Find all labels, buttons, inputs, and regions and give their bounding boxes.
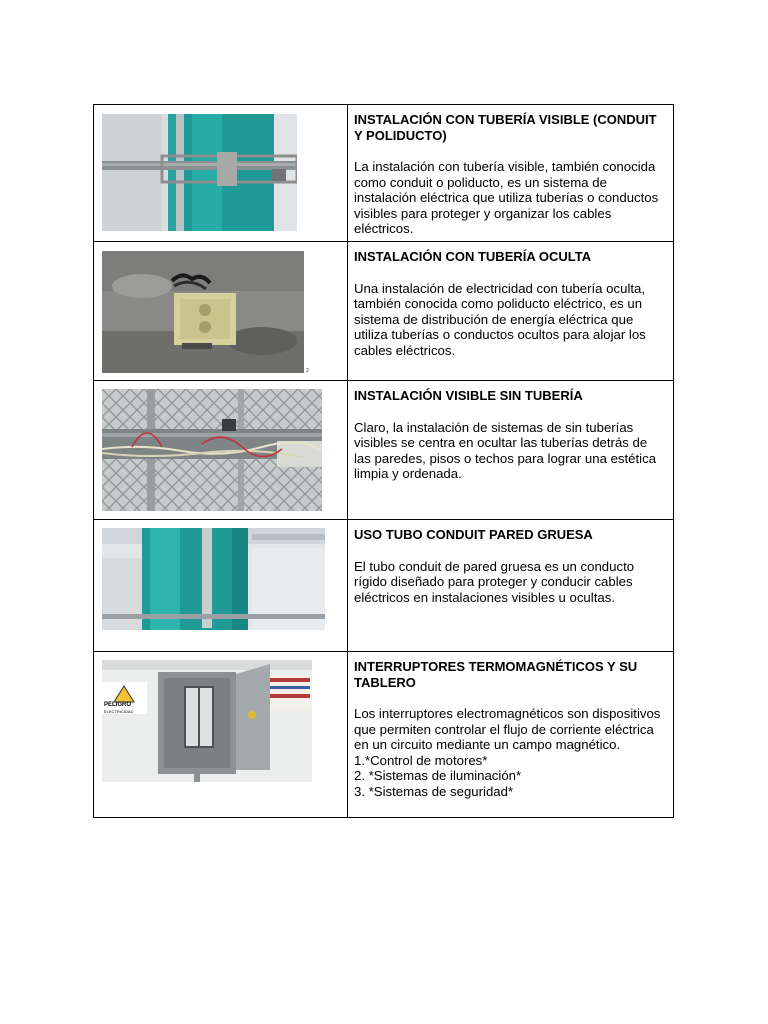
row-body: La instalación con tubería visible, también conocida como conduit o poliducto, es un sistema de instalación eléctrica que utiliza tuberías o conductos visibles para proteger y organizar los cables eléctricos. [354, 159, 659, 236]
table-row [94, 105, 674, 242]
image-cell [94, 105, 348, 242]
photo-outlet-on-floor [102, 251, 304, 373]
photo-wires-on-fence [102, 389, 322, 511]
photo-breaker-panel [102, 660, 312, 782]
text-cell [348, 520, 674, 652]
table-row [94, 381, 674, 520]
row-body: Los interruptores electromagnéticos son dispositivos que permiten controlar el flujo de corriente eléctrica en un circuito mediante un campo magnético. [354, 706, 661, 752]
list-item: 1.*Control de motores* [354, 752, 488, 768]
table-row [94, 242, 674, 381]
document-table [93, 104, 674, 818]
row-title: INSTALACIÓN CON TUBERÍA VISIBLE (CONDUIT Y POLIDUCTO) [354, 112, 657, 143]
image-cell [94, 520, 348, 652]
row-title: INTERRUPTORES TERMOMAGNÉTICOS Y SU TABLERO [354, 659, 638, 690]
photo-thick-conduit [102, 528, 325, 630]
row-body: Una instalación de electricidad con tubería oculta, también conocida como poliducto eléctrico, es un sistema de distribución de energía eléctrica que utiliza tuberías o conductos ocultos para alojar los cables eléctricos. [354, 280, 646, 358]
row-list [354, 753, 667, 800]
row-title: INSTALACIÓN CON TUBERÍA OCULTA [354, 249, 592, 264]
row-body: El tubo conduit de pared gruesa es un conducto rígido diseñado para proteger y conducir cables eléctricos en instalaciones visibles u ocultas. [354, 558, 635, 605]
text-cell [348, 242, 674, 381]
row-title: INSTALACIÓN VISIBLE SIN TUBERÍA [354, 388, 583, 403]
danger-sign-label: PELIGRO [104, 702, 132, 708]
row-body: Claro, la instalación de sistemas de sin tuberías visibles se centra en ocultar las tuberías detrás de las paredes, pisos o techos para lograr una estética limpia y ordenada. [354, 419, 657, 481]
image-footnote-mark: 2 [306, 368, 309, 374]
table-row [94, 520, 674, 652]
list-item: 2. *Sistemas de iluminación* [354, 768, 522, 783]
list-item: 3. *Sistemas de seguridad* [354, 783, 514, 799]
row-title: USO TUBO CONDUIT PARED GRUESA [354, 527, 593, 542]
image-cell [94, 242, 348, 381]
image-cell [94, 652, 348, 818]
danger-sign-sublabel: ELECTRICIDAD [104, 709, 134, 714]
text-cell [348, 105, 674, 242]
table-row [94, 652, 674, 818]
text-cell [348, 652, 674, 818]
photo-visible-conduit [102, 114, 297, 231]
image-cell [94, 381, 348, 520]
text-cell [348, 381, 674, 520]
